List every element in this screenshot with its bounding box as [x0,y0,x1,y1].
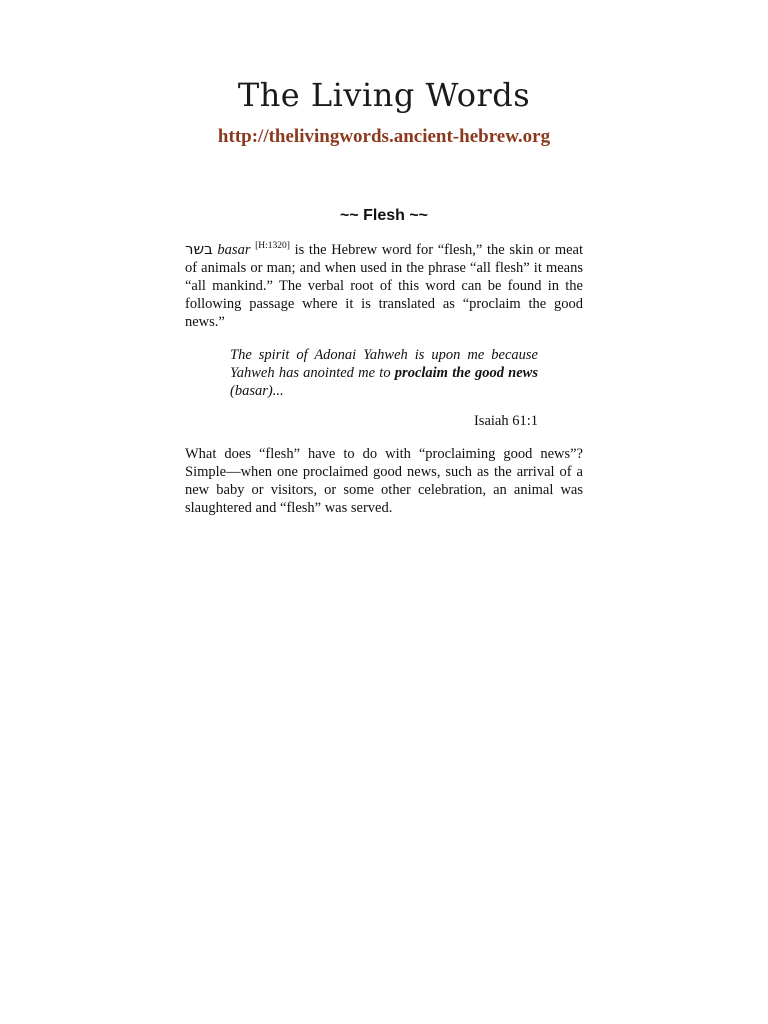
transliteration: basar [217,242,251,258]
site-title: The Living Words [237,76,531,114]
conclusion-paragraph: What does “flesh” have to do with “proclaiming good news”? Simple—when one proclaimed good news, such as the arrival of a new baby or visitors, or some other celebration, an animal was slaughtered and “flesh” was served. [185,446,583,516]
hebrew-word: בשר [185,240,213,258]
article-body [185,240,583,517]
scripture-quote [230,346,538,400]
intro-text: is the Hebrew word for “flesh,” the skin or meat of animals or man; and when used in the phrase “all flesh” it means “all mankind.” The verbal root of this word can be found in the following passage where it is translated as “proclaim the good news.” [185,242,584,330]
article-heading: ~~ Flesh ~~ [339,207,429,224]
strongs-reference: [H:1320] [255,241,290,252]
quote-text-after: (basar)... [230,383,284,399]
scripture-citation: Isaiah 61:1 [473,413,538,429]
intro-paragraph [185,240,583,331]
quote-text-before: The spirit of Adonai Yahweh is upon me because Yahweh has anointed me to [230,347,538,381]
quote-bold-text: proclaim the good news [394,365,538,381]
site-url-link[interactable]: http://thelivingwords.ancient-hebrew.org [217,126,551,147]
